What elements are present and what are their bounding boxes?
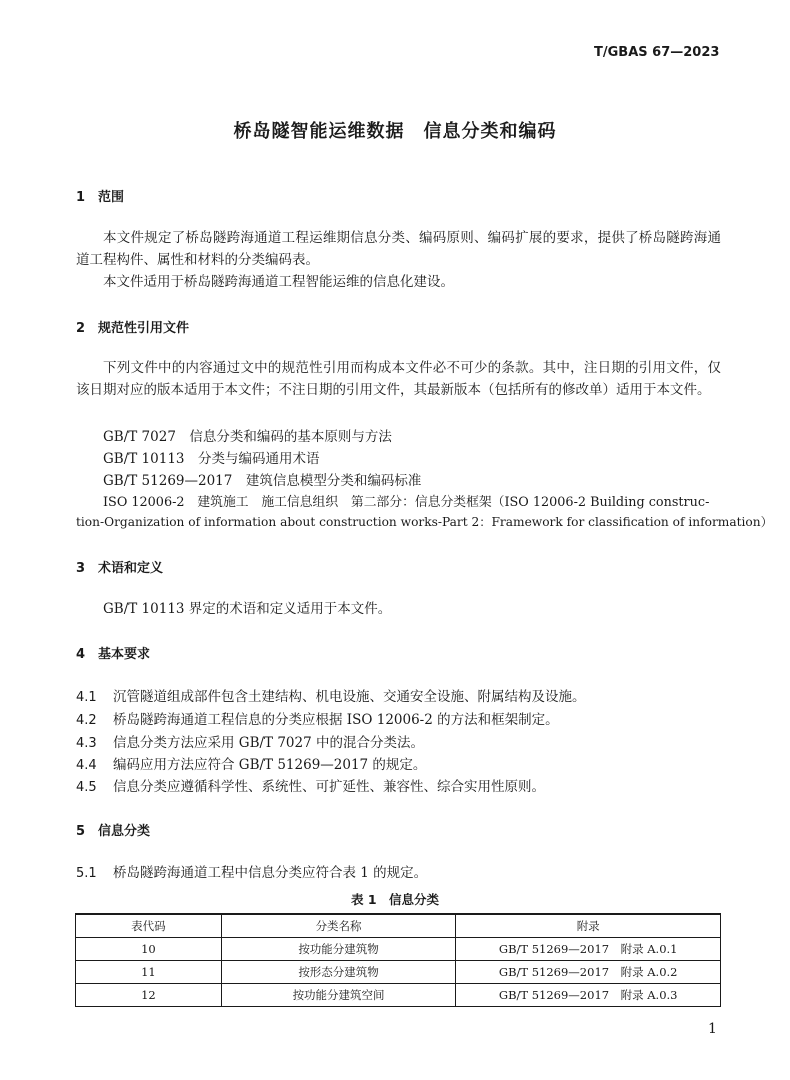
section-2-heading — [76, 317, 189, 336]
table-header-row — [76, 914, 721, 938]
table-cell: GB/T 51269—2017 附录 A.0.1 — [456, 938, 721, 961]
section-title: 信息分类 — [98, 824, 151, 839]
clause-text: 桥岛隧跨海通道工程信息的分类应根据 ISO 12006-2 的方法和框架制定。 — [113, 712, 559, 728]
clause-number: 4.3 — [76, 736, 97, 751]
section-number: 5 — [76, 824, 86, 839]
page-number: 1 — [708, 1021, 717, 1037]
table-cell: 10 — [76, 938, 222, 961]
table-caption: 表 1 信息分类 — [350, 892, 440, 907]
clause-text: 信息分类方法应采用 GB/T 7027 中的混合分类法。 — [113, 735, 424, 751]
table-row — [76, 961, 721, 984]
requirement-item — [76, 731, 424, 751]
reference-item: GB/T 51269—2017 建筑信息模型分类和编码标准 — [103, 473, 422, 489]
section-number: 3 — [76, 561, 86, 576]
clause-5-1 — [76, 861, 427, 881]
section-1-paragraph-1: 本文件规定了桥岛隧跨海通道工程运维期信息分类、编码原则、编码扩展的要求，提供了桥岛隧跨海通道工程构件、属性和材料的分类编码表。 — [76, 230, 721, 268]
table-row — [76, 984, 721, 1007]
clause-number: 4.4 — [76, 758, 97, 773]
clause-text: 桥岛隧跨海通道工程中信息分类应符合表 1 的规定。 — [113, 865, 428, 881]
section-title: 规范性引用文件 — [98, 321, 190, 336]
requirement-item — [76, 775, 545, 795]
document-code: T/GBAS 67—2023 — [594, 45, 720, 60]
section-1-paragraph-2: 本文件适用于桥岛隧跨海通道工程智能运维的信息化建设。 — [103, 274, 454, 290]
column-header: 分类名称 — [221, 914, 456, 938]
section-2-paragraph-1: 下列文件中的内容通过文中的规范性引用而构成本文件必不可少的条款。其中，注日期的引用文件，仅该日期对应的版本适用于本文件；不注日期的引用文件，其最新版本（包括所有的修改单）适用于本文件。 — [76, 360, 721, 398]
requirement-item — [76, 685, 586, 705]
section-4-heading — [76, 643, 150, 662]
section-title: 术语和定义 — [98, 561, 164, 576]
clause-number: 4.1 — [76, 690, 97, 705]
table-cell: 12 — [76, 984, 222, 1007]
column-header: 附录 — [456, 914, 721, 938]
table-row — [76, 938, 721, 961]
clause-number: 4.2 — [76, 713, 97, 728]
table-cell: 按功能分建筑空间 — [221, 984, 456, 1007]
section-5-heading — [76, 820, 150, 839]
clause-text: 编码应用方法应符合 GB/T 51269—2017 的规定。 — [113, 757, 427, 773]
section-number: 2 — [76, 321, 86, 336]
clause-number: 5.1 — [76, 866, 97, 881]
section-number: 4 — [76, 647, 86, 662]
section-3-paragraph-1: GB/T 10113 界定的术语和定义适用于本文件。 — [103, 601, 392, 617]
clause-text: 沉管隧道组成部件包含土建结构、机电设施、交通安全设施、附属结构及设施。 — [113, 689, 586, 705]
document-title: 桥岛隧智能运维数据 信息分类和编码 — [233, 121, 557, 142]
section-1-heading — [76, 186, 124, 205]
section-title: 基本要求 — [98, 647, 151, 662]
reference-iso-line-1: ISO 12006-2 建筑施工 施工信息组织 第二部分：信息分类框架（ISO 12006-2 Building construc- — [103, 495, 710, 510]
table-cell: GB/T 51269—2017 附录 A.0.2 — [456, 961, 721, 984]
table-cell: GB/T 51269—2017 附录 A.0.3 — [456, 984, 721, 1007]
section-title: 范围 — [98, 190, 125, 205]
reference-item: GB/T 10113 分类与编码通用术语 — [103, 451, 320, 467]
column-header: 表代码 — [76, 914, 222, 938]
table-cell: 按形态分建筑物 — [221, 961, 456, 984]
reference-item: GB/T 7027 信息分类和编码的基本原则与方法 — [103, 429, 392, 445]
table-cell: 按功能分建筑物 — [221, 938, 456, 961]
reference-iso-line-2: tion-Organization of information about construction works-Part 2：Framework for classification of information） — [76, 515, 773, 529]
requirement-item — [76, 708, 559, 728]
requirement-item — [76, 753, 426, 773]
section-number: 1 — [76, 190, 86, 205]
table-cell: 11 — [76, 961, 222, 984]
info-classification-table — [75, 913, 721, 1007]
clause-number: 4.5 — [76, 780, 97, 795]
clause-text: 信息分类应遵循科学性、系统性、可扩延性、兼容性、综合实用性原则。 — [113, 779, 545, 795]
section-3-heading — [76, 557, 163, 576]
